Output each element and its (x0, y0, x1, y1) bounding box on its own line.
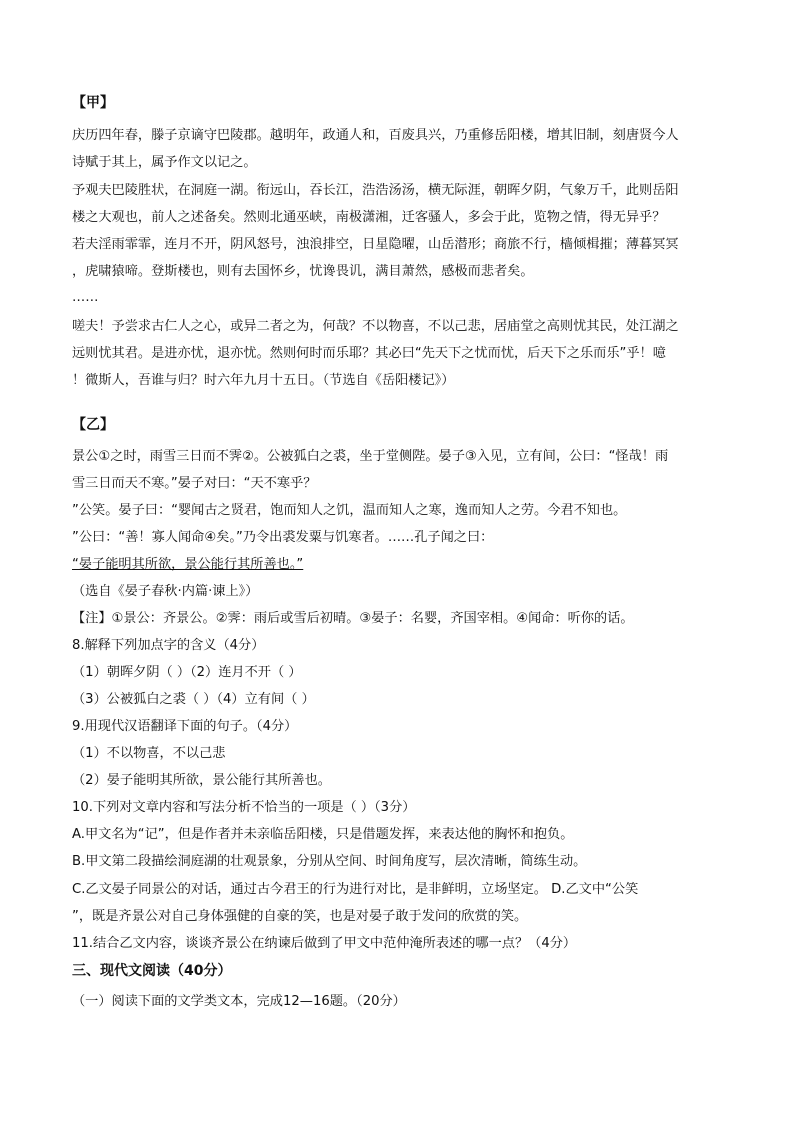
question-8-items: （1）朝晖夕阴（ ）（2）连月不开（ ） (72, 665, 302, 680)
passage-a-line: 嗟夫！予尝求古仁人之心，或异二者之为，何哉？不以物喜，不以己悲，居庙堂之高则忧其民，处江湖之 (72, 319, 679, 334)
question-10: 10.下列对文章内容和写法分析不恰当的一项是（ ）（3分） (72, 800, 416, 815)
passage-a-header: 【甲】 (72, 95, 114, 111)
passage-b-notes: 【注】①景公：齐景公。②霁：雨后或雪后初晴。③晏子：名婴，齐国宰相。④闻命：听你的话。 (72, 611, 634, 626)
passage-a-line: 庆历四年春，滕子京谪守巴陵郡。越明年，政通人和，百废具兴，乃重修岳阳楼，增其旧制，刻唐贤今人 (72, 128, 679, 143)
section-3-subtitle: （一）阅读下面的文学类文本，完成12—16题。（20分） (72, 994, 406, 1009)
passage-b-line: ”公曰：“善！寡人闻命④矣。”乃令出裘发粟与饥寒者。……孔子闻之曰： (72, 530, 494, 545)
passage-b-line: ”公笑。晏子曰：“婴闻古之贤君，饱而知人之饥，温而知人之寒，逸而知人之劳。今君不知也。 (72, 503, 627, 518)
question-8-items: （3）公被狐白之裘（ ）（4）立有间（ ） (72, 692, 315, 707)
question-9-item: （2）晏子能明其所欲，景公能行其所善也。 (72, 773, 331, 788)
passage-b-line: 景公①之时，雨雪三日而不霁②。公被狐白之裘，坐于堂侧陛。晏子③入见，立有间，公曰：“怪哉！雨 (72, 449, 669, 464)
passage-b-line: 雪三日而天不寒。”晏子对曰：“天不寒乎？ (72, 476, 317, 491)
question-9: 9.用现代汉语翻译下面的句子。（4分） (72, 719, 298, 734)
passage-a-line: ！微斯人，吾谁与归？时六年九月十五日。（节选自《岳阳楼记》） (72, 373, 455, 388)
question-10-option-c-d: C.乙文晏子同景公的对话，通过古今君王的行为进行对比，是非鲜明，立场坚定。 D.乙文中“公笑 (72, 882, 639, 897)
passage-b-underlined-quote: “晏子能明其所欲，景公能行其所善也。” (72, 557, 304, 572)
passage-b-source: （选自《晏子春秋·内篇·谏上》） (72, 584, 259, 599)
question-11: 11.结合乙文内容，谈谈齐景公在纳谏后做到了甲文中范仲淹所表述的哪一点？（4分） (72, 936, 577, 951)
question-9-item: （1）不以物喜，不以己悲 (72, 746, 226, 761)
passage-a-line: 诗赋于其上，属予作文以记之。 (72, 155, 257, 170)
passage-a-line: 远则忧其君。是进亦忧，退亦忧。然则何时而乐耶？其必曰“先天下之忧而忧，后天下之乐而乐”乎！噫 (72, 346, 666, 361)
question-10-option-b: B.甲文第二段描绘洞庭湖的壮观景象，分别从空间、时间角度写，层次清晰，简练生动。 (72, 854, 587, 869)
question-10-option-a: A.甲文名为“记”，但是作者并未亲临岳阳楼，只是借题发挥，来表达他的胸怀和抱负。 (72, 827, 574, 842)
passage-a-line: ，虎啸猿啼。登斯楼也，则有去国怀乡，忧谗畏讥，满目萧然，感极而悲者矣。 (72, 264, 534, 279)
passage-a-line: 予观夫巴陵胜状，在洞庭一湖。衔远山，吞长江，浩浩汤汤，横无际涯，朝晖夕阴，气象万千，此则岳阳 (72, 183, 679, 198)
section-3-title: 三、现代文阅读（40分） (72, 963, 232, 979)
passage-b-header: 【乙】 (72, 417, 114, 433)
question-8: 8.解释下列加点字的含义（4分） (72, 638, 265, 653)
passage-a-line: 楼之大观也，前人之述备矣。然则北通巫峡，南极潇湘，迁客骚人，多会于此，览物之情，得无异乎？ (72, 210, 666, 225)
passage-a-line: 若夫淫雨霏霏，连月不开，阴风怒号，浊浪排空，日星隐曜，山岳潜形；商旅不行，樯倾楫摧；薄暮冥冥 (72, 237, 679, 252)
question-10-option-d-cont: ”，既是齐景公对自己身体强健的自豪的笑，也是对晏子敢于发问的欣赏的笑。 (72, 909, 528, 924)
passage-a-ellipsis: …… (72, 290, 99, 305)
